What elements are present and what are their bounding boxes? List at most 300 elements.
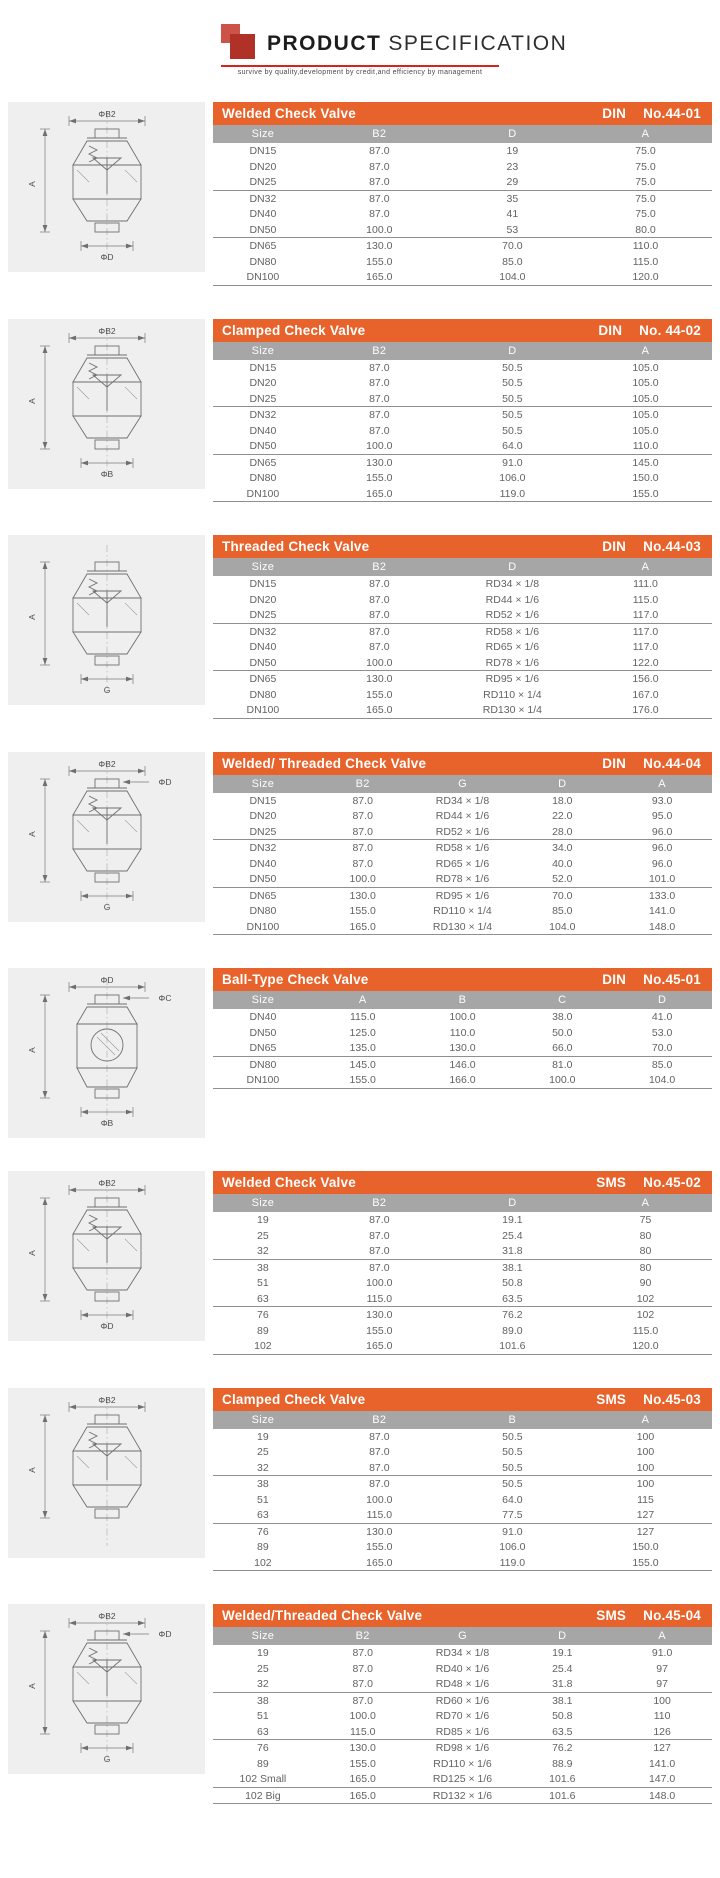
table-cell: 110.0: [449, 1026, 476, 1039]
table-title-bar: [213, 1171, 712, 1194]
table-cell: 28.0: [512, 824, 612, 840]
column-header: Size: [213, 1627, 313, 1645]
table-row: [213, 1661, 712, 1677]
dim-label-left: A: [26, 397, 37, 404]
table-cell: 100: [636, 1478, 655, 1490]
table-cell: DN32: [249, 625, 277, 638]
column-header: D: [612, 991, 712, 1009]
table-row: [213, 1338, 712, 1354]
table-title-bar: [213, 752, 712, 775]
table-cell: 127: [653, 1742, 671, 1754]
dim-label-top: ΦD: [100, 975, 113, 985]
dim-label-bottom: G: [103, 685, 110, 695]
table-cell: 76.2: [502, 1309, 523, 1321]
table-cell: 70.0: [552, 889, 573, 902]
valve-schematic: [19, 1394, 195, 1552]
table-cell: 100.0: [313, 655, 446, 671]
table-cell: 145.0: [632, 456, 659, 469]
column-header: B2: [313, 1194, 446, 1212]
table-cell: 38: [257, 1261, 269, 1274]
table-cell: 115.0: [632, 255, 659, 268]
valve-drawing-panel: [8, 752, 205, 922]
valve-section-2: [8, 319, 712, 503]
table-cell: 87.0: [369, 625, 390, 638]
table-row: [213, 1507, 712, 1523]
table-cell: DN40: [249, 1011, 277, 1023]
table-cell: 102: [213, 1555, 313, 1571]
table-cell: 25: [257, 1662, 269, 1675]
standard-number: No.45-03: [643, 1391, 701, 1407]
table-cell: 89: [257, 1757, 269, 1770]
table-row: [213, 143, 712, 159]
table-cell: DN25: [213, 174, 313, 190]
column-header-row: [213, 991, 712, 1009]
table-cell: 50.5: [502, 409, 523, 421]
table-row: [213, 454, 712, 470]
table-cell: 90: [639, 1277, 652, 1289]
table-cell: DN20: [249, 160, 277, 173]
table-cell: 115.0: [632, 593, 659, 606]
dimension-table: [213, 125, 712, 286]
table-cell: DN100: [213, 269, 313, 285]
column-header: D: [512, 775, 612, 793]
table-title-bar: [213, 1604, 712, 1627]
table-row: [213, 423, 712, 439]
table-cell: 105.0: [632, 424, 659, 437]
column-header-row: [213, 558, 712, 576]
table-title-bar: [213, 535, 712, 558]
table-cell: 155.0: [366, 255, 393, 268]
table-cell: RD44 × 1/6: [435, 810, 490, 822]
valve-schematic: [19, 1610, 195, 1768]
table-row: [213, 1323, 712, 1339]
table-cell: 96.0: [651, 842, 673, 854]
table-cell: 148.0: [612, 1787, 712, 1804]
table-cell: DN32: [249, 192, 277, 205]
column-header: Size: [213, 125, 313, 143]
table-cell: 89.0: [502, 1324, 523, 1337]
table-cell: 23: [506, 160, 519, 173]
table-row: [213, 639, 712, 655]
table-row: [213, 269, 712, 285]
table-row: [213, 1072, 712, 1088]
dimension-table: [213, 775, 712, 936]
table-cell: 101.6: [512, 1771, 612, 1787]
table-cell: 105.0: [632, 377, 659, 389]
column-header: D: [512, 1627, 612, 1645]
table-cell: DN65: [249, 456, 277, 469]
table-row: [213, 1444, 712, 1460]
table-cell: 106.0: [499, 472, 526, 484]
table-cell: 76: [257, 1309, 269, 1321]
table-cell: DN100: [213, 1072, 313, 1088]
table-cell: 165.0: [313, 1338, 446, 1354]
table-cell: 102: [579, 1291, 712, 1307]
standard-number: No.45-02: [643, 1175, 701, 1190]
table-cell: 95.0: [651, 810, 673, 822]
sections-list: [8, 102, 712, 1804]
valve-type-title: Clamped Check Valve: [222, 1391, 366, 1407]
table-cell: 50.5: [446, 391, 579, 407]
dimension-table: [213, 558, 712, 719]
table-cell: 87.0: [352, 1694, 373, 1707]
dim-label-bottom: ΦB: [100, 468, 113, 479]
table-cell: 32: [213, 1243, 313, 1259]
column-header: Size: [213, 1411, 313, 1429]
table-cell: 100.0: [313, 222, 446, 238]
column-header: B: [413, 991, 513, 1009]
table-row: [213, 1009, 712, 1025]
table-row: [213, 793, 712, 809]
table-cell: DN40: [249, 857, 277, 870]
table-cell: 25: [257, 1229, 269, 1242]
table-cell: 117.0: [632, 625, 659, 638]
table-cell: 125.0: [349, 1026, 376, 1039]
table-cell: 38.0: [552, 1011, 573, 1023]
standard-name: DIN: [602, 972, 627, 987]
dim-label-left: A: [26, 1466, 37, 1473]
table-cell: 25.4: [502, 1229, 523, 1242]
table-cell: 70.0: [502, 240, 523, 252]
table-cell: 102: [213, 1338, 313, 1354]
table-cell: 155.0: [366, 472, 393, 484]
table-cell: 155.0: [366, 1324, 393, 1337]
table-cell: 105.0: [579, 391, 712, 407]
table-row: [213, 1676, 712, 1692]
table-row: [213, 856, 712, 872]
column-header: A: [612, 1627, 712, 1645]
column-header: Size: [213, 558, 313, 576]
table-cell: 19.1: [502, 1214, 523, 1226]
spec-table-block: [213, 102, 712, 286]
standard-name: DIN: [602, 106, 627, 121]
table-row: [213, 702, 712, 718]
spec-table-block: [213, 752, 712, 936]
dim-label-top: ΦB2: [97, 109, 116, 119]
valve-section-1: [8, 102, 712, 286]
table-row: [213, 1025, 712, 1041]
table-cell: 119.0: [446, 486, 579, 502]
table-cell: DN40: [249, 424, 277, 437]
table-cell: 155.0: [366, 1541, 393, 1553]
valve-type-title: Threaded Check Valve: [222, 539, 370, 554]
table-cell: RD34 × 1/8: [485, 578, 540, 590]
table-row: [213, 655, 712, 671]
valve-type-title: Welded Check Valve: [222, 1175, 356, 1190]
table-cell: 145.0: [349, 1058, 376, 1071]
dim-label-left: A: [26, 1047, 37, 1053]
table-cell: DN80: [249, 688, 277, 701]
table-row: [213, 1692, 712, 1708]
table-cell: 130.0: [349, 1742, 376, 1754]
table-cell: 88.9: [552, 1757, 573, 1770]
table-cell: RD34 × 1/8: [435, 794, 490, 807]
table-cell: DN50: [213, 871, 313, 887]
table-cell: RD52 × 1/6: [413, 824, 513, 840]
standard-name: DIN: [598, 322, 623, 338]
table-cell: 155.0: [366, 688, 393, 701]
table-cell: 75.0: [635, 192, 656, 205]
column-header-row: [213, 342, 712, 360]
table-cell: 85.0: [502, 255, 523, 268]
table-row: [213, 1555, 712, 1571]
table-cell: 50.5: [502, 377, 523, 389]
table-cell: 141.0: [648, 905, 676, 917]
table-row: [213, 470, 712, 486]
table-cell: DN65: [213, 1040, 313, 1056]
table-cell: DN20: [249, 377, 277, 389]
table-cell: DN100: [213, 919, 313, 935]
table-cell: 115.0: [349, 1011, 376, 1023]
column-header-row: [213, 125, 712, 143]
table-cell: RD130 × 1/4: [413, 919, 513, 935]
column-header-row: [213, 1194, 712, 1212]
table-cell: 87.0: [369, 424, 390, 437]
column-header: A: [579, 558, 712, 576]
table-cell: RD110 × 1/4: [483, 688, 542, 701]
table-row: [213, 1307, 712, 1323]
table-cell: 87.0: [369, 1261, 390, 1274]
table-cell: 115: [637, 1493, 654, 1506]
table-cell: 75.0: [635, 208, 656, 220]
table-cell: DN65: [249, 240, 277, 252]
dim-label-bottom: G: [103, 1754, 110, 1764]
table-cell: RD34 × 1/8: [435, 1647, 490, 1659]
standard-name: SMS: [596, 1391, 627, 1407]
table-cell: 53.0: [651, 1026, 673, 1039]
page-title-product: PRODUCT: [267, 32, 382, 55]
spec-table-block: [213, 1604, 712, 1804]
table-cell: 87.0: [352, 842, 373, 854]
table-cell: 101.6: [446, 1338, 579, 1354]
table-cell: DN20: [249, 810, 277, 822]
table-cell: 167.0: [632, 688, 659, 701]
table-row: [213, 1724, 712, 1740]
dim-label-top: ΦB2: [97, 1178, 116, 1188]
table-cell: DN25: [213, 391, 313, 407]
table-cell: DN15: [249, 578, 277, 590]
table-cell: 105.0: [632, 409, 659, 421]
standard-number: No.44-03: [643, 539, 701, 554]
table-cell: 50.5: [502, 424, 523, 437]
column-header: D: [446, 125, 579, 143]
table-cell: 32: [213, 1676, 313, 1692]
table-cell: 66.0: [512, 1040, 612, 1056]
valve-drawing-panel: [8, 1171, 205, 1341]
column-header-row: [213, 1627, 712, 1645]
column-header: B2: [313, 558, 446, 576]
header-rule: [221, 65, 499, 67]
table-cell: RD70 × 1/6: [435, 1710, 490, 1722]
table-row: [213, 1787, 712, 1804]
column-header: Size: [213, 775, 313, 793]
standard-name: SMS: [596, 1608, 627, 1623]
table-cell: 155.0: [313, 1072, 413, 1088]
table-cell: 50.0: [552, 1026, 573, 1039]
standard-number: No.44-01: [643, 106, 701, 121]
table-cell: 111.0: [633, 578, 658, 590]
table-cell: 50.8: [502, 1277, 523, 1289]
table-row: [213, 1708, 712, 1724]
table-cell: DN80: [249, 905, 277, 917]
standard-number: No. 44-02: [639, 322, 701, 338]
table-cell: 122.0: [579, 655, 712, 671]
table-cell: 130.0: [366, 1525, 393, 1538]
table-row: [213, 824, 712, 840]
table-cell: 87.0: [369, 160, 390, 173]
table-cell: RD98 × 1/6: [435, 1742, 490, 1754]
table-row: [213, 1460, 712, 1476]
table-cell: 75.0: [635, 160, 656, 173]
table-cell: 117.0: [632, 641, 659, 653]
table-cell: 50.5: [502, 1430, 523, 1443]
table-cell: 63: [213, 1291, 313, 1307]
table-cell: 87.0: [369, 641, 390, 653]
table-cell: 85.0: [552, 905, 573, 917]
valve-drawing-panel: [8, 319, 205, 489]
table-cell: 41: [506, 208, 519, 220]
table-cell: 102 Big: [213, 1787, 313, 1804]
spec-table-block: [213, 1388, 712, 1572]
table-cell: RD65 × 1/6: [435, 857, 490, 870]
table-cell: RD58 × 1/6: [485, 625, 540, 638]
table-cell: 120.0: [579, 1338, 712, 1354]
table-row: [213, 919, 712, 935]
table-cell: 52.0: [512, 871, 612, 887]
table-cell: 127: [636, 1525, 655, 1538]
table-cell: DN32: [249, 409, 277, 421]
brand-row: [221, 24, 568, 62]
table-cell: 155.0: [579, 486, 712, 502]
table-cell: 104.0: [612, 1072, 712, 1088]
table-row: [213, 671, 712, 687]
column-header-row: [213, 1411, 712, 1429]
table-cell: 76: [257, 1525, 269, 1538]
column-header: A: [313, 991, 413, 1009]
table-cell: DN15: [249, 794, 277, 807]
table-cell: 19: [257, 1647, 269, 1659]
table-cell: DN50: [249, 1026, 277, 1039]
table-cell: DN20: [249, 593, 277, 606]
table-cell: RD44 × 1/6: [485, 593, 540, 606]
table-cell: 50.5: [502, 1478, 523, 1490]
table-row: [213, 238, 712, 254]
table-cell: 115.0: [313, 1507, 446, 1523]
table-cell: RD110 × 1/6: [433, 1757, 492, 1770]
table-cell: 19: [257, 1430, 269, 1443]
column-header: D: [446, 1194, 579, 1212]
table-cell: RD78 × 1/6: [446, 655, 579, 671]
table-cell: 38: [257, 1694, 269, 1707]
dim-label-bottom: ΦD: [100, 252, 113, 262]
table-cell: DN40: [249, 641, 277, 653]
table-cell: 87.0: [352, 1647, 373, 1659]
column-header: B2: [313, 342, 446, 360]
table-cell: 38.1: [552, 1694, 573, 1707]
table-cell: 19: [506, 145, 519, 157]
table-cell: 63.5: [446, 1291, 579, 1307]
table-row: [213, 206, 712, 222]
table-cell: 115.0: [632, 1324, 659, 1337]
table-cell: 87.0: [369, 1214, 390, 1226]
dim-label-top2: ΦC: [158, 993, 171, 1003]
table-cell: 100.0: [313, 438, 446, 454]
table-row: [213, 360, 712, 376]
table-cell: 120.0: [579, 269, 712, 285]
table-cell: 50.5: [502, 1446, 523, 1458]
table-cell: 81.0: [552, 1058, 573, 1071]
table-cell: DN15: [249, 361, 277, 374]
table-cell: 51: [257, 1493, 269, 1506]
dimension-table: [213, 991, 712, 1089]
valve-type-title: Clamped Check Valve: [222, 322, 366, 338]
table-cell: RD60 × 1/6: [435, 1694, 490, 1707]
table-cell: 115.0: [313, 1724, 413, 1740]
dim-label-left: A: [26, 181, 37, 187]
table-cell: DN80: [249, 255, 277, 268]
table-cell: 80: [579, 1243, 712, 1259]
table-cell: 35: [506, 192, 519, 205]
table-cell: 51: [257, 1277, 269, 1289]
column-header: B2: [313, 125, 446, 143]
table-cell: 105.0: [632, 361, 659, 374]
standard-name: DIN: [602, 539, 627, 554]
table-cell: 130.0: [366, 240, 393, 252]
table-cell: 148.0: [612, 919, 712, 935]
valve-type-title: Ball-Type Check Valve: [222, 972, 369, 987]
table-row: [213, 1228, 712, 1244]
table-cell: 147.0: [612, 1771, 712, 1787]
dim-label-bottom: G: [103, 901, 110, 912]
table-cell: 102 Small: [213, 1771, 313, 1787]
table-row: [213, 190, 712, 206]
table-row: [213, 808, 712, 824]
valve-schematic: [19, 1177, 195, 1335]
table-cell: 165.0: [313, 702, 446, 718]
table-cell: 126: [612, 1724, 712, 1740]
table-cell: DN65: [249, 889, 277, 902]
table-cell: 50.5: [446, 1460, 579, 1476]
valve-type-title: Welded/ Threaded Check Valve: [222, 755, 427, 771]
table-cell: 97: [656, 1662, 668, 1675]
table-row: [213, 438, 712, 454]
spec-table-block: [213, 1171, 712, 1355]
table-cell: 106.0: [499, 1541, 526, 1553]
dimension-table: [213, 1627, 712, 1804]
table-cell: RD48 × 1/6: [413, 1676, 513, 1692]
table-cell: 89: [257, 1324, 269, 1337]
table-row: [213, 1771, 712, 1787]
table-row: [213, 1291, 712, 1307]
dim-label-left: A: [26, 830, 37, 837]
table-cell: 110.0: [579, 438, 712, 454]
table-cell: 87.0: [313, 607, 446, 623]
table-cell: DN80: [249, 1058, 277, 1071]
table-cell: 76.2: [552, 1742, 573, 1754]
table-cell: 80: [639, 1229, 652, 1242]
table-cell: 87.0: [369, 593, 390, 606]
valve-section-5: [8, 968, 712, 1138]
table-cell: 87.0: [369, 1478, 390, 1490]
dimension-table: [213, 1411, 712, 1572]
column-header: G: [413, 1627, 513, 1645]
table-cell: 100.0: [366, 1493, 393, 1506]
table-cell: 165.0: [313, 1787, 413, 1804]
table-row: [213, 1740, 712, 1756]
table-cell: 100: [636, 1430, 655, 1443]
table-cell: 102: [636, 1309, 655, 1321]
logo-square-dark: [230, 34, 255, 59]
